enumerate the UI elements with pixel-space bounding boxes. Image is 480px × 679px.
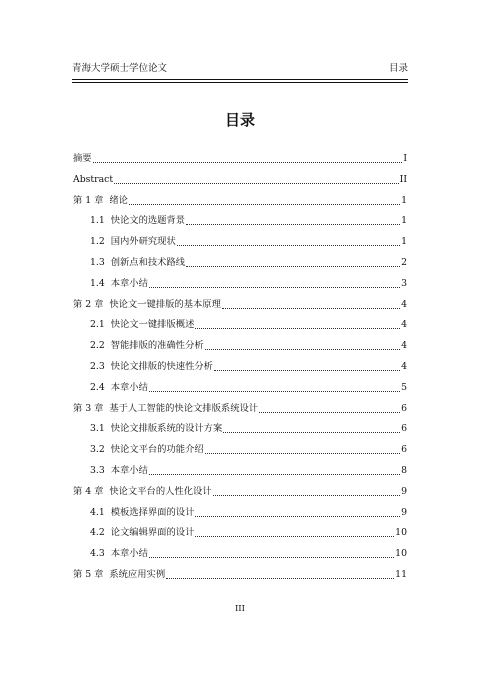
toc-dot-leader (195, 535, 394, 537)
toc-entry-label: 4.2 论文编辑界面的设计 (90, 527, 195, 539)
toc-entry-page: 5 (401, 381, 407, 393)
header-rule (72, 79, 408, 80)
toc-dot-leader (177, 244, 400, 246)
toc-entry-page: 10 (395, 527, 407, 539)
toc-entry-section[interactable] (90, 436, 407, 456)
toc-entry-chapter[interactable] (73, 561, 407, 581)
toc-entry-section[interactable] (90, 415, 407, 435)
toc-dot-leader (149, 556, 394, 558)
toc-entry-chapter[interactable] (73, 145, 407, 165)
toc-entry-page: I (403, 153, 407, 164)
toc-entry-page: 4 (401, 319, 407, 331)
toc-dot-leader (195, 515, 400, 517)
toc-dot-leader (195, 327, 400, 329)
toc-entry-section[interactable] (90, 540, 407, 560)
toc-entry-page: II (399, 173, 407, 185)
toc-entry-page: 4 (401, 340, 407, 352)
toc-dot-leader (114, 182, 399, 184)
toc-dot-leader (223, 431, 400, 433)
toc-dot-leader (205, 452, 400, 454)
toc-entry-label: 2.1 快论文一键排版概述 (90, 319, 195, 331)
toc-entry-section[interactable] (90, 374, 407, 394)
toc-dot-leader (149, 286, 400, 288)
toc-entry-label: 第 1 章 绪论 (73, 194, 128, 206)
toc-entry-section[interactable] (90, 228, 407, 248)
toc-entry-label: 2.3 快论文排版的快速性分析 (90, 361, 213, 372)
toc-entry-label: 摘要 (73, 153, 92, 164)
toc-entry-label: 第 3 章 基于人工智能的快论文排版系统设计 (73, 402, 259, 414)
toc-entry-label: 第 2 章 快论文一键排版的基本原理 (73, 298, 221, 310)
toc-entry-label: 1.3 创新点和技术路线 (90, 257, 186, 268)
toc-dot-leader (186, 265, 400, 267)
toc-entry-page: 3 (401, 277, 407, 289)
toc-dot-leader (166, 577, 394, 579)
toc-dot-leader (186, 223, 400, 225)
toc-entry-page: 1 (401, 215, 407, 227)
toc-entry-chapter[interactable] (73, 395, 407, 415)
toc-dot-leader (149, 390, 400, 392)
toc-dot-leader (222, 307, 400, 309)
toc-entry-page: 9 (401, 506, 407, 518)
toc-entry-page: 4 (401, 298, 407, 310)
toc-entry-section[interactable] (90, 270, 407, 290)
toc-entry-page: 6 (401, 444, 407, 456)
toc-entry-label: 4.3 本章小结 (90, 548, 148, 560)
toc-entry-label: 3.3 本章小结 (90, 465, 148, 476)
toc-entry-chapter[interactable] (73, 291, 407, 311)
header-rule-secondary (72, 82, 408, 83)
toc-entry-page: 2 (401, 257, 407, 268)
toc-entry-label: 1.1 快论文的选题背景 (90, 215, 186, 227)
toc-dot-leader (259, 411, 400, 413)
toc-entry-page: 8 (401, 465, 407, 476)
toc-entry-label: Abstract (73, 173, 114, 185)
toc-entry-page: 6 (401, 402, 407, 414)
toc-entry-section[interactable] (90, 499, 407, 519)
toc-entry-chapter[interactable] (73, 187, 407, 207)
toc-entry-section[interactable] (90, 207, 407, 227)
toc-entry-page: 4 (401, 361, 407, 372)
toc-entry-page: 10 (395, 548, 407, 560)
page-number: III (234, 604, 246, 614)
toc-entry-label: 1.4 本章小结 (90, 277, 148, 289)
header-section-name: 目录 (388, 63, 408, 74)
toc-dot-leader (214, 369, 400, 371)
toc-entry-label: 1.2 国内外研究现状 (90, 236, 176, 248)
toc-entry-section[interactable] (90, 249, 407, 269)
toc-dot-leader (129, 203, 400, 205)
toc-entry-section[interactable] (90, 353, 407, 373)
toc-entry-section[interactable] (90, 457, 407, 477)
toc-entry-page: 1 (401, 194, 407, 206)
toc-entry-label: 4.1 模板选择界面的设计 (90, 506, 195, 518)
toc-entry-section[interactable] (90, 519, 407, 539)
toc-entry-label: 2.2 智能排版的准确性分析 (90, 340, 204, 352)
running-header (72, 61, 408, 77)
toc-entry-page: 11 (395, 569, 407, 580)
toc-entry-page: 9 (401, 485, 407, 497)
toc-dot-leader (149, 473, 400, 475)
toc-entry-label: 2.4 本章小结 (90, 381, 148, 393)
toc-dot-leader (205, 348, 400, 350)
toc-entry-chapter[interactable] (73, 478, 407, 498)
toc-entry-label: 第 5 章 系统应用实例 (73, 569, 166, 580)
toc-entry-page: 6 (401, 423, 407, 435)
toc-entry-label: 3.2 快论文平台的功能介绍 (90, 444, 204, 456)
toc-dot-leader (93, 161, 403, 163)
toc-entry-label: 3.1 快论文排版系统的设计方案 (90, 423, 223, 435)
toc-entry-label: 第 4 章 快论文平台的人性化设计 (73, 485, 212, 497)
header-thesis-name: 青海大学硕士学位论文 (72, 63, 168, 74)
toc-dot-leader (213, 494, 400, 496)
toc-entry-section[interactable] (90, 311, 407, 331)
toc-entry-section[interactable] (90, 332, 407, 352)
toc-entry-chapter[interactable] (73, 166, 407, 186)
page-title: 目录 (224, 111, 255, 129)
toc-entry-page: 1 (401, 236, 407, 248)
